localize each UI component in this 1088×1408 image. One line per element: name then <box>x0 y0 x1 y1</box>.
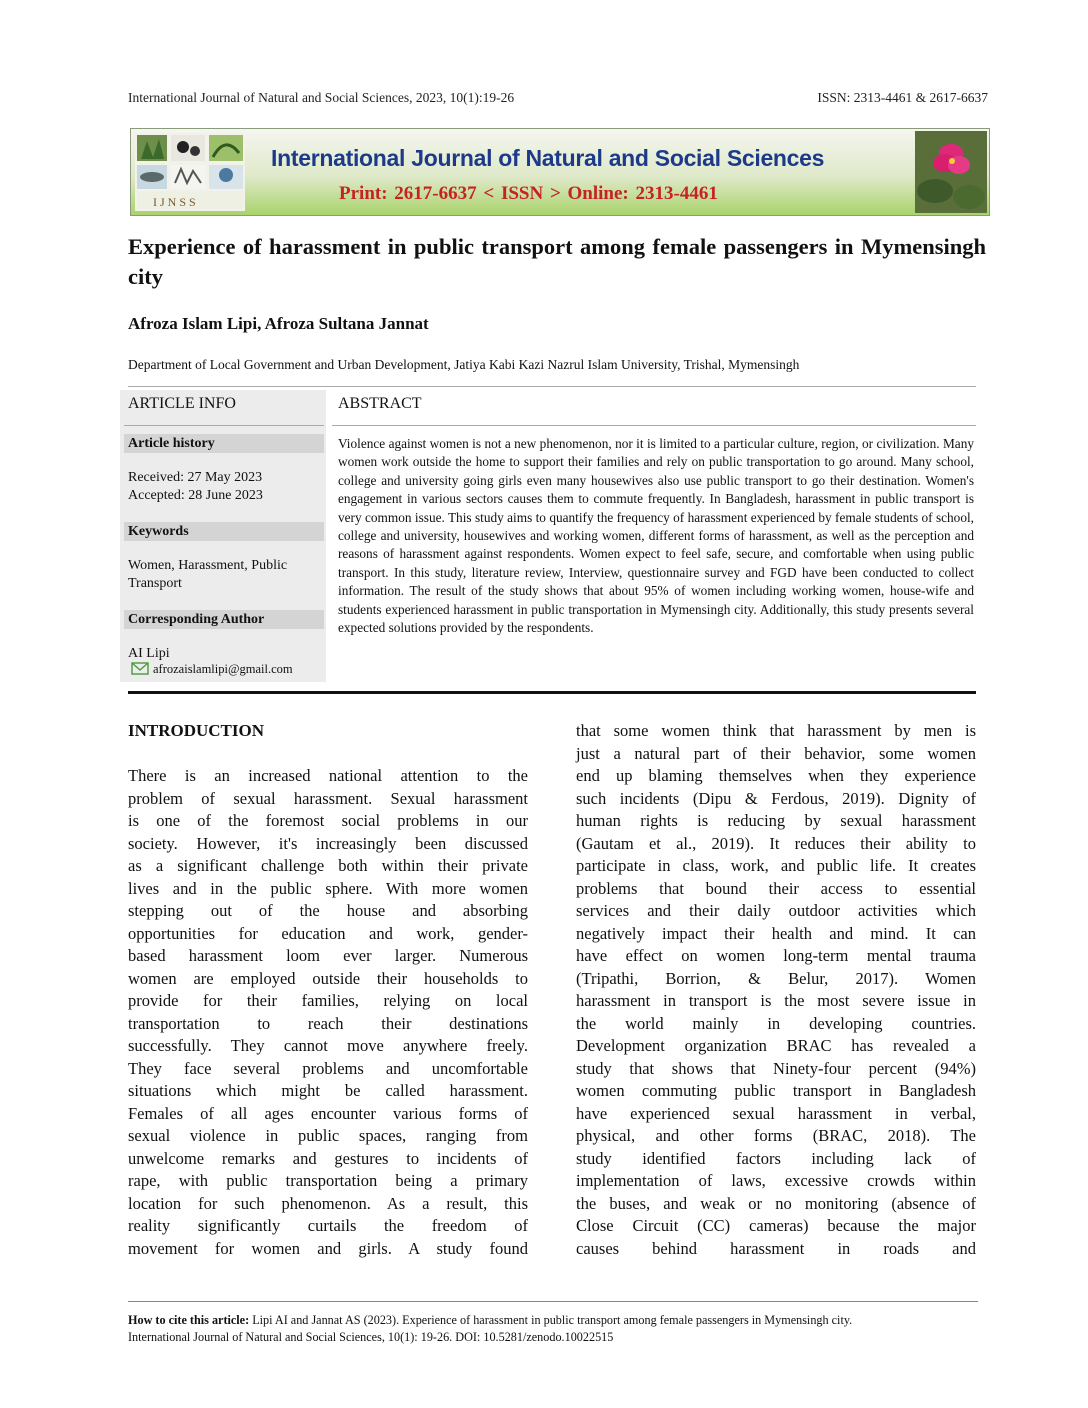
text-line: is one of the foremost social problems in our <box>128 811 528 830</box>
running-header-issn: ISSN: 2313-4461 & 2617-6637 <box>817 90 988 105</box>
text-line: location for such phenomenon. As a result, this <box>128 1193 528 1213</box>
received-date: Received: 27 May 2023 <box>128 470 263 485</box>
text-line: implementation of laws, excessive crowds within <box>576 1171 976 1190</box>
text-line: the world mainly in developing countries. <box>576 1013 976 1033</box>
text-line: reality significantly curtails the freedom of <box>128 1216 528 1235</box>
text-line: based harassment loom ever larger. Numerous <box>128 946 528 965</box>
text-line: society. However, it's increasingly been discussed <box>128 833 528 853</box>
text-line: They face several problems and uncomfortable <box>128 1058 528 1078</box>
footer-divider <box>128 1301 978 1302</box>
text-line: successfully. They cannot move anywhere freely. <box>128 1036 528 1055</box>
citation-label: How to cite this article: <box>128 1313 250 1327</box>
introduction-heading: INTRODUCTION <box>128 721 265 740</box>
text-line: rape, with public transportation being a primary <box>128 1171 528 1190</box>
running-header-citation: International Journal of Natural and Social Sciences, 2023, 10(1):19-26 <box>128 90 515 105</box>
text-line: Close Circuit (CC) cameras) because the major <box>576 1216 976 1235</box>
abstract-text: Violence against women is not a new phenomenon, nor it is limited to a particular culture, region, or civilization. Many women work outside the home to support their families and rely on public transportation to go around. Many school, college and university going girls even many housewives also use public transport to go their destination. Women's engagement in various sectors causes them to commute frequently. In Bangladesh, harassment in public transport is very common issue. This study aims to quantify the frequency of harassment experienced by female students of school, college and university, housewives and working women, different forms of harassment, as well as the perception and reasons of harassment against respondents. Women expect to feel safe, secure, and comfortable when using public transport. In this study, literature review, Interview, questionnaire survey and FGD have been conducted to collect information. The result of the study shows that about 95% of women including working women, house-wife and students experienced harassment in public transportation in Mymensingh city. Additionally, this study presents several expected solutions provided by the respondents. <box>338 436 974 636</box>
banner-abbrev: IJNSS <box>153 195 199 209</box>
divider-bottom <box>128 691 976 694</box>
text-line: provide for their families, relying on local <box>128 991 528 1010</box>
text-line: (Gautam et al., 2019). It reduces their ability to <box>576 833 976 853</box>
text-line: stepping out of the house and absorbing <box>128 901 528 920</box>
text-line: the buses, and weak or no monitoring (absence of <box>576 1193 976 1213</box>
abstract-divider <box>332 425 976 426</box>
keywords-label: Keywords <box>124 522 324 541</box>
email-icon <box>131 662 149 675</box>
text-line: Females of all ages encounter various forms of <box>128 1103 528 1123</box>
text-line: negatively impact their health and mind. It can <box>576 923 976 943</box>
text-line: causes behind harassment in roads and <box>576 1238 976 1258</box>
text-line: have experienced sexual harassment in verbal, <box>576 1103 976 1123</box>
text-line: that some women think that harassment by men is <box>576 721 976 740</box>
article-history-label: Article history <box>124 434 324 453</box>
abstract-heading: ABSTRACT <box>338 395 422 412</box>
text-line: problem of sexual harassment. Sexual harassment <box>128 788 528 808</box>
text-line: services and their daily outdoor activities which <box>576 901 976 920</box>
text-line: participate in class, work, and public life. It creates <box>576 856 976 875</box>
citation-line-1: Lipi AI and Jannat AS (2023). Experience of harassment in public transport among female passengers in Mymensingh city. <box>252 1313 853 1327</box>
article-authors: Afroza Islam Lipi, Afroza Sultana Jannat <box>128 314 429 333</box>
text-line: transportation to reach their destinations <box>128 1013 528 1033</box>
text-line: unwelcome remarks and gestures to incidents of <box>128 1148 528 1168</box>
text-line: human rights is reducing by sexual harassment <box>576 811 976 830</box>
text-line: There is an increased national attention to the <box>128 766 528 785</box>
text-line: opportunities for education and work, gender- <box>128 923 528 943</box>
article-info-divider <box>124 425 324 426</box>
banner-flower-image <box>915 131 987 213</box>
introduction-left-column <box>128 765 528 1260</box>
text-line: have effect on women long-term mental trauma <box>576 946 976 965</box>
text-line: problems that bound their access to essential <box>576 878 976 898</box>
text-line: study that shows that Ninety-four percent (94%) <box>576 1058 976 1078</box>
corresponding-author-name: AI Lipi <box>128 646 170 661</box>
banner-journal-name: International Journal of Natural and Social Sciences <box>271 145 825 171</box>
article-title: Experience of harassment in public transport among female passengers in Mymensingh city <box>128 234 986 289</box>
text-line: movement for women and girls. A study found <box>128 1238 528 1258</box>
text-line: women are employed outside their households to <box>128 968 528 988</box>
text-line: just a natural part of their behavior, some women <box>576 743 976 763</box>
text-line: sexual violence in public spaces, ranging from <box>128 1126 528 1145</box>
text-line: (Tripathi, Borrion, & Belur, 2017). Women <box>576 968 976 988</box>
corresponding-email[interactable]: afrozaislamlipi@gmail.com <box>153 662 293 676</box>
text-line: Development organization BRAC has revealed a <box>576 1036 976 1055</box>
citation-block <box>128 1312 988 1346</box>
text-line: lives and in the public sphere. With more women <box>128 878 528 898</box>
text-line: as a significant challenge both within their private <box>128 856 528 875</box>
text-line: situations which might be called harassment. <box>128 1081 528 1100</box>
text-line: physical, and other forms (BRAC, 2018). The <box>576 1126 976 1145</box>
journal-banner <box>130 128 990 216</box>
text-line: women commuting public transport in Bangladesh <box>576 1081 976 1100</box>
keywords-line-2: Transport <box>128 576 182 591</box>
introduction-right-column <box>576 720 976 1260</box>
article-info-heading: ARTICLE INFO <box>128 395 236 412</box>
article-affiliation: Department of Local Government and Urban Development, Jatiya Kabi Kazi Nazrul Islam University, Trishal, Mymensingh <box>128 357 800 372</box>
text-line: such incidents (Dipu & Ferdous, 2019). Dignity of <box>576 788 976 808</box>
citation-line-2: International Journal of Natural and Social Sciences, 10(1): 19-26. DOI: 10.5281/zenodo.10022515 <box>128 1330 614 1344</box>
divider-top <box>128 386 976 387</box>
keywords-line-1: Women, Harassment, Public <box>128 558 288 573</box>
banner-issn-line: Print: 2617-6637 < ISSN > Online: 2313-4461 <box>339 183 718 204</box>
text-line: study identified factors including lack of <box>576 1148 976 1168</box>
text-line: end up blaming themselves when they experience <box>576 766 976 785</box>
corresponding-author-label: Corresponding Author <box>124 610 324 629</box>
accepted-date: Accepted: 28 June 2023 <box>128 488 263 503</box>
text-line: harassment in transport is the most severe issue in <box>576 991 976 1010</box>
